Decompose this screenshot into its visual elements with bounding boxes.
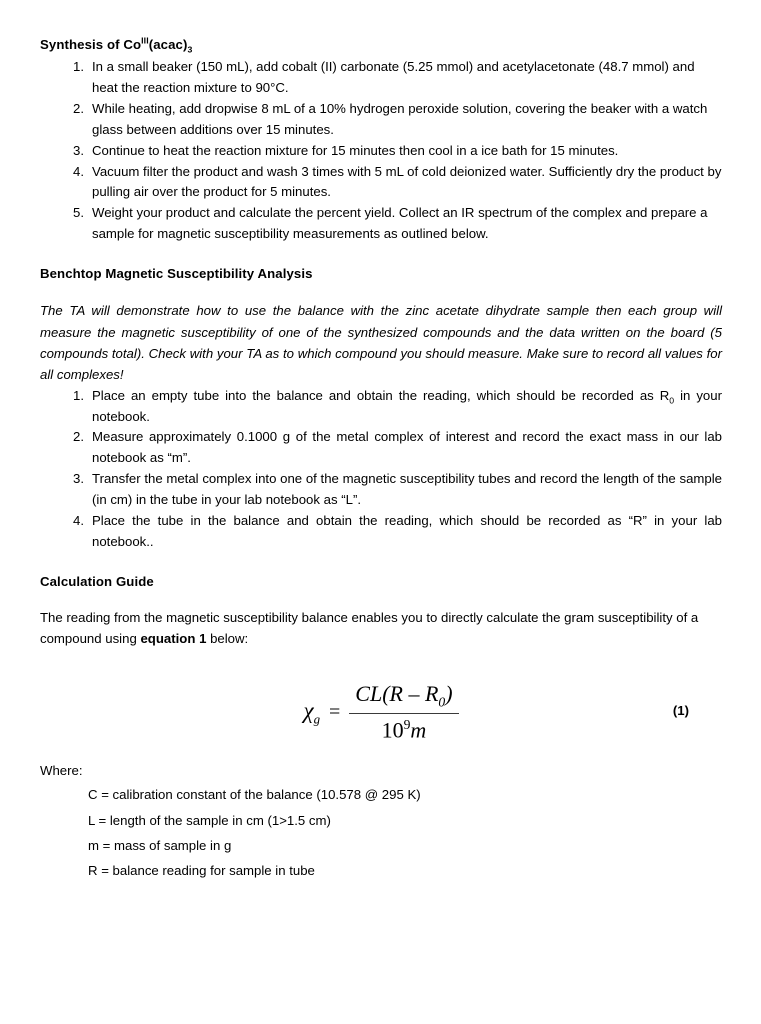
list-item-number [62,427,84,448]
synthesis-heading [40,36,722,54]
equation-lhs-subscript: g [313,712,320,727]
list-item-text: Place the tube in the balance and obtain the reading, which should be recorded as “R” in your lab notebook.. [92,512,722,549]
list-item-number [62,469,84,490]
calculation-intro-paragraph [40,608,722,650]
list-item-number [62,511,84,532]
equation-numerator-prefix: CL(R – R [355,681,439,707]
list-item [92,469,722,511]
calculation-intro-after: below: [206,630,249,646]
list-item [92,162,722,204]
calculation-intro-bold: equation 1 [140,630,207,646]
list-item-number [62,141,84,162]
equation-number: (1) [672,703,689,719]
list-item-text [92,386,722,428]
list-item-number [62,203,84,224]
equation-denominator-base: 10 [381,717,404,743]
list-item: C = calibration constant of the balance (10.578 @ 295 K) [88,787,421,803]
where-label: Where: [40,763,83,779]
list-item-text-before: Place an empty tube into the balance and obtain the reading, which should be recorded as R [92,387,670,403]
list-item-number [62,57,84,78]
list-item-text-after: in your notebook. [92,387,722,424]
equation-numerator-suffix: ) [445,681,453,707]
equation-equals-sign: = [329,700,341,723]
spacer [40,591,722,608]
list-item-text: Transfer the metal complex into one of the magnetic susceptibility tubes and record the length of the sample (in cm) in the tube in your lab notebook as “L”. [92,471,722,507]
equation-denominator-exponent: 9 [403,716,411,732]
spacer [40,553,722,573]
list-item [92,203,722,245]
list-item: L = length of the sample in cm (1>1.5 cm) [88,812,331,828]
equation-numerator-subscript: 0 [438,694,446,710]
list-item: R = balance reading for sample in tube [88,863,315,879]
list-item-number [62,99,84,120]
benchtop-steps-list [40,386,722,553]
equation-denominator-variable: m [410,717,427,743]
calculation-intro-before: The reading from the magnetic susceptibility balance enables you to directly calculate the gram susceptibility of a compound using [40,609,699,646]
synthesis-steps-list [40,57,722,245]
synthesis-heading-middle: (acac) [148,37,188,52]
synthesis-heading-superscript: III [141,35,149,46]
spacer [40,245,722,265]
list-item-text: While heating, add dropwise 8 mL of a 10% hydrogen peroxide solution, covering the beaker with a watch glass between additions over 15 minutes. [92,100,708,137]
list-item-text: Continue to heat the reaction mixture for 15 minutes then cool in a ice bath for 15 minutes. [92,142,619,158]
list-item: m = mass of sample in g [88,838,232,854]
synthesis-heading-prefix: Synthesis of Co [40,37,142,52]
calculation-heading: Calculation Guide [40,573,154,589]
list-item-subscript: 0 [669,395,675,406]
benchtop-heading: Benchtop Magnetic Susceptibility Analysis [40,265,313,281]
equation-numerator [349,681,458,712]
list-item-text: Vacuum filter the product and wash 3 times with 5 mL of cold deionized water. Sufficiently dry the product by pulling air over the product for 5 minutes. [92,163,722,200]
equation-lhs [303,698,322,728]
list-item-text: Measure approximately 0.1000 g of the metal complex of interest and record the exact mass in our lab notebook as “m”. [92,429,722,466]
benchtop-intro-paragraph: The TA will demonstrate how to use the balance with the zinc acetate dihydrate sample then each group will measure the magnetic susceptibility of one of the synthesized compounds and the data written on the board (5 compounds total). Check with your TA as to which compound you should measure. Make sure to record all values for all complexes! [40,303,722,383]
list-item [92,57,722,99]
equation-fraction [349,681,458,743]
list-item [92,141,722,162]
list-item [92,511,722,553]
equation-denominator [376,714,433,743]
equation-lhs-symbol: χ [303,697,314,723]
synthesis-heading-subscript: 3 [187,44,193,55]
list-item-number [62,386,84,407]
list-item-number [62,162,84,183]
list-item [92,427,722,469]
list-item [92,99,722,141]
list-item-text: Weight your product and calculate the percent yield. Collect an IR spectrum of the complex and prepare a sample for magnetic susceptibility measurements as outlined below. [92,205,708,242]
variable-definitions-list [40,782,722,883]
list-item-text: In a small beaker (150 mL), add cobalt (II) carbonate (5.25 mmol) and acetylacetonate (48.7 mmol) and heat the reaction mixture to 90°C. [92,59,695,96]
gram-susceptibility-equation [40,681,722,743]
equation-row [40,675,722,761]
spacer [40,283,722,300]
list-item [92,386,722,428]
